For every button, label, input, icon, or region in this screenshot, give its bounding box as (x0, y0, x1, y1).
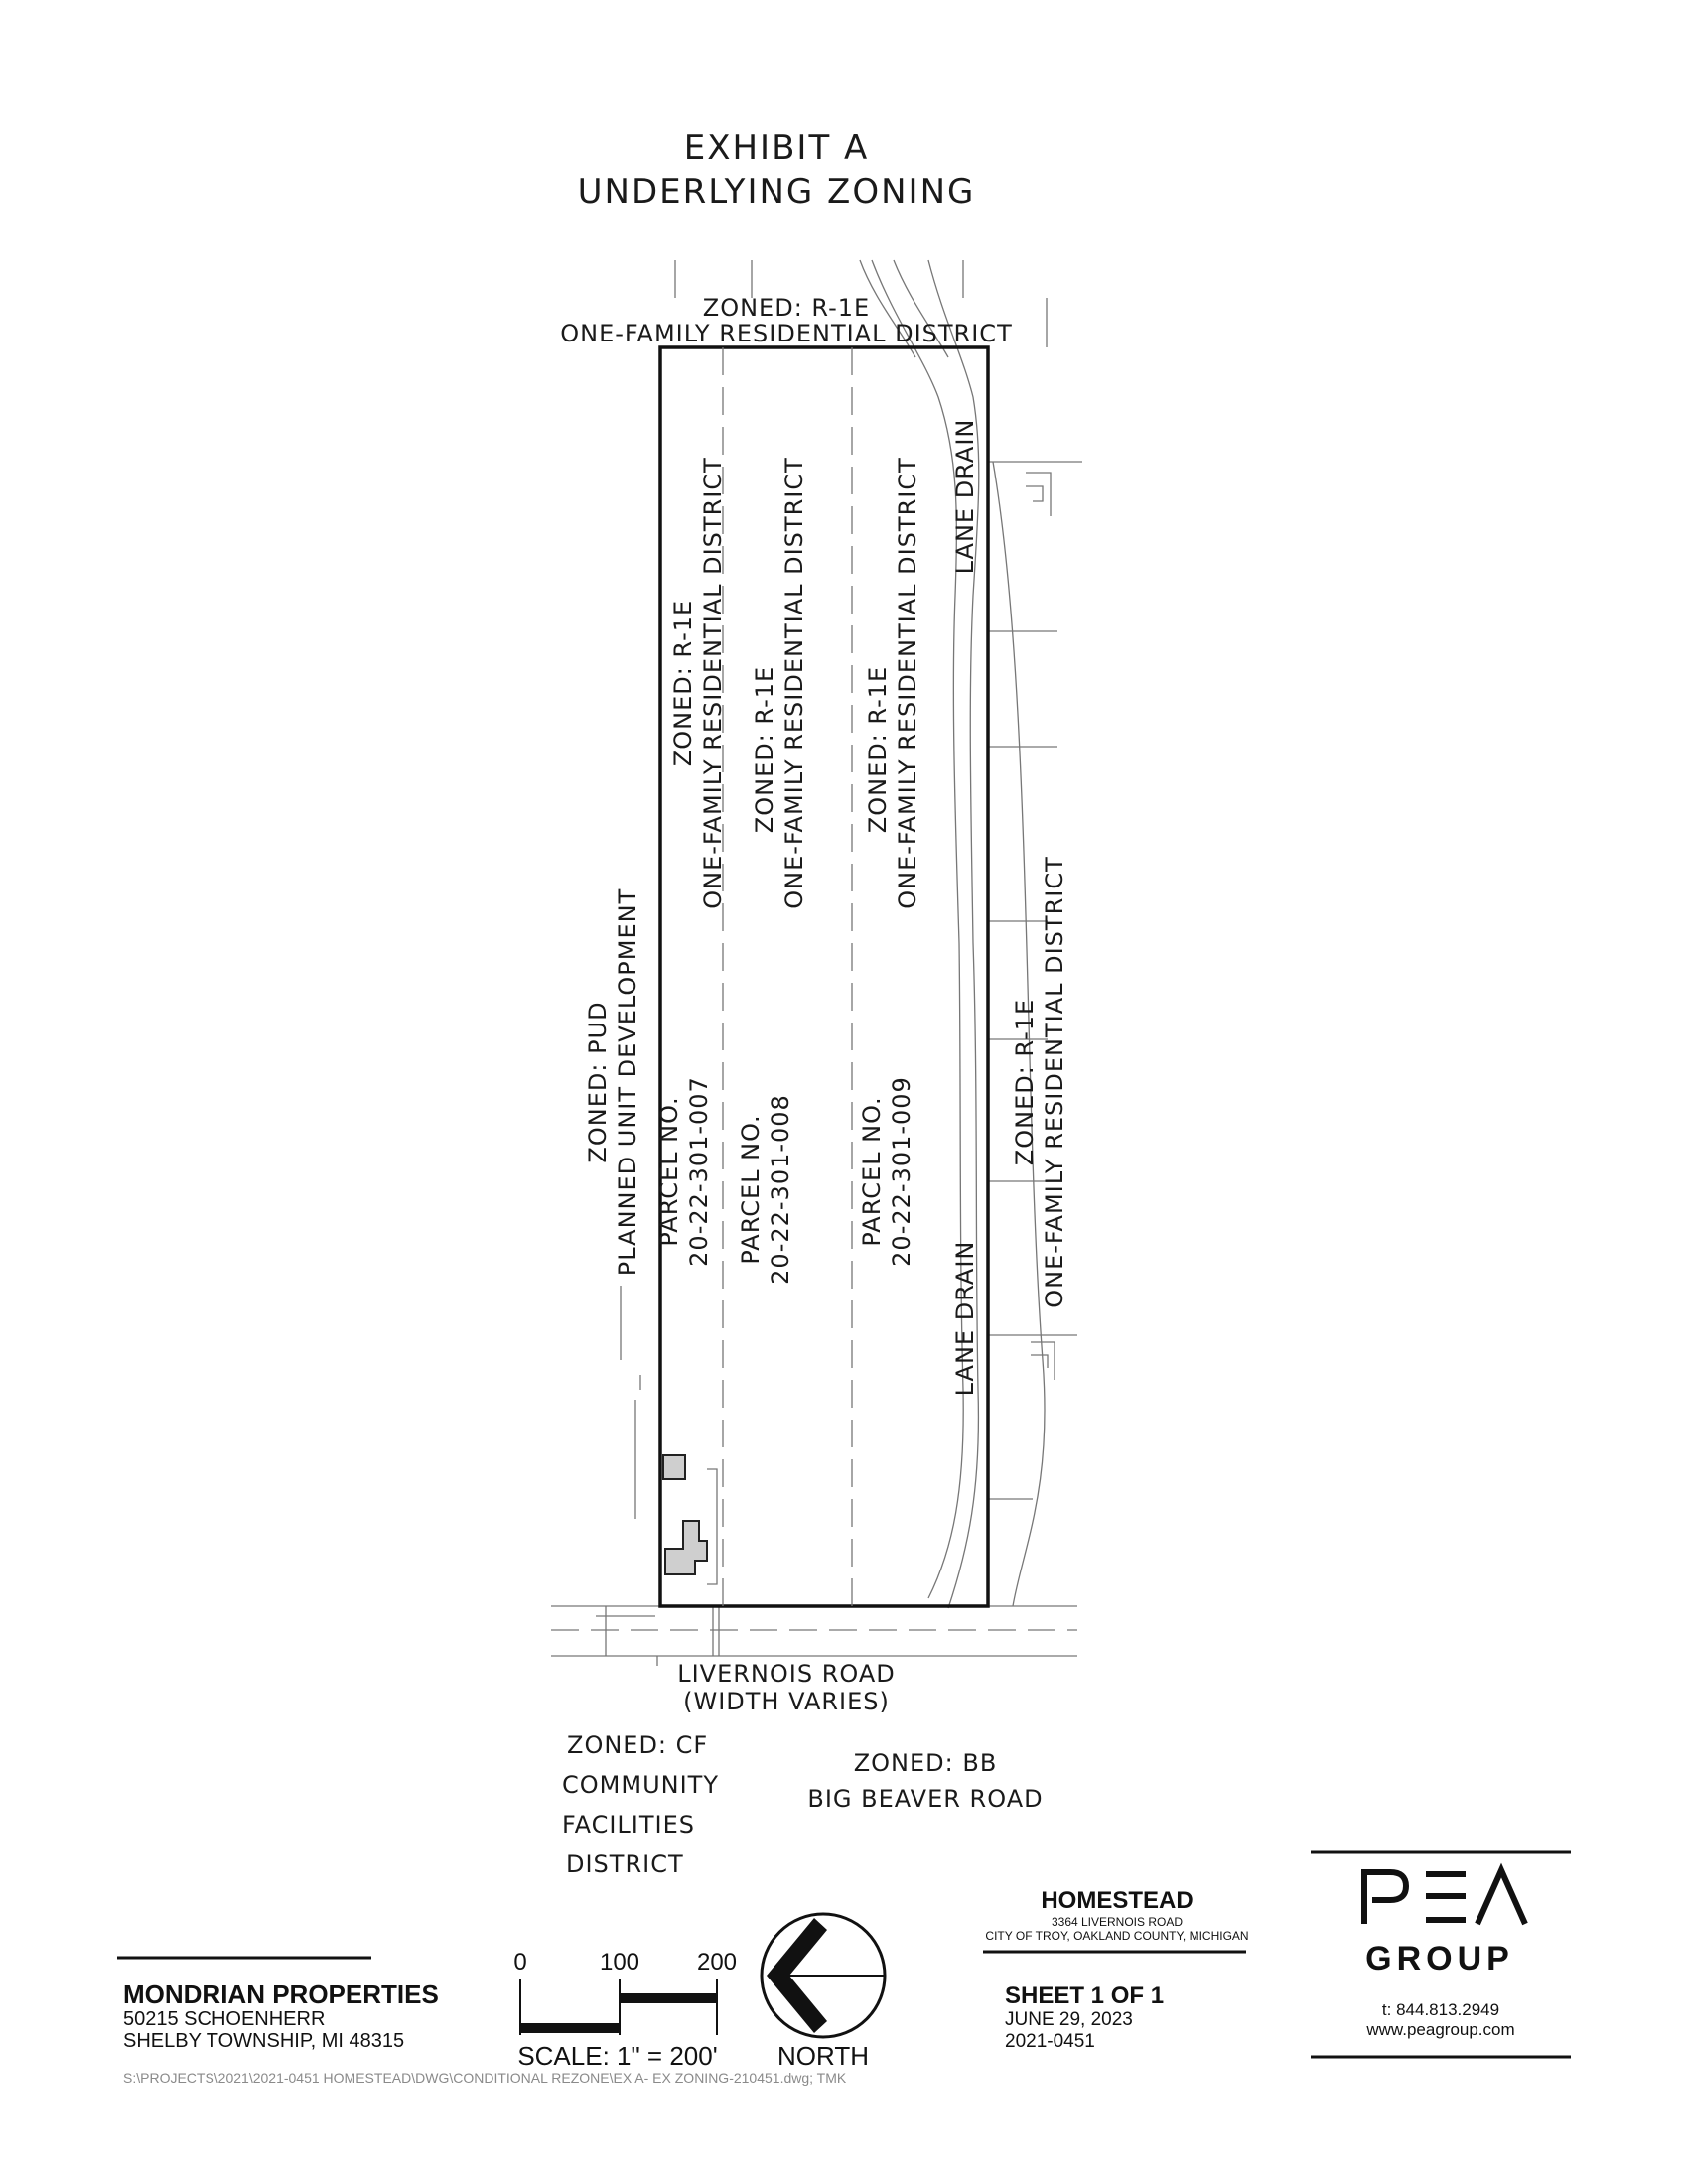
zone-cf-line4: DISTRICT (566, 1850, 684, 1878)
parcel-009-zone-line2: ONE-FAMILY RESIDENTIAL DISTRICT (894, 457, 921, 909)
parcel-008-zone-line1: ZONED: R-1E (751, 665, 778, 834)
firm-block (1311, 1852, 1571, 2057)
zone-label-west (584, 888, 641, 1276)
project-name: HOMESTEAD (1041, 1887, 1194, 1914)
zone-cf-line1: ZONED: CF (567, 1731, 709, 1759)
exhibit-title-line2: UNDERLYING ZONING (577, 172, 976, 211)
existing-buildings (663, 1455, 717, 1584)
firm-phone: t: 844.813.2949 (1381, 2000, 1500, 2019)
parcel-009-number: 20-22-301-009 (888, 1076, 915, 1267)
project-address: 3364 LIVERNOIS ROAD (1051, 1915, 1184, 1929)
parcel-007-label: PARCEL NO. (655, 1096, 683, 1247)
road-name: LIVERNOIS ROAD (677, 1660, 896, 1688)
project-sheet: SHEET 1 OF 1 (1005, 1982, 1165, 2009)
north-label: NORTH (777, 2041, 869, 2071)
zone-north-line2: ONE-FAMILY RESIDENTIAL DISTRICT (560, 320, 1013, 347)
zone-west-line1: ZONED: PUD (584, 1001, 612, 1163)
parcel-008-number: 20-22-301-008 (767, 1094, 794, 1285)
parcel-007-zone-line1: ZONED: R-1E (669, 599, 697, 767)
parcel-007 (655, 457, 727, 1267)
zone-north-line1: ZONED: R-1E (702, 294, 871, 322)
firm-logo-group: GROUP (1365, 1940, 1514, 1978)
client-address2: SHELBY TOWNSHIP, MI 48315 (123, 2030, 405, 2052)
building-garage (663, 1455, 685, 1479)
parcel-009-label: PARCEL NO. (858, 1096, 886, 1247)
parcel-007-number: 20-22-301-007 (685, 1076, 713, 1267)
file-path: S:\PROJECTS\2021\2021-0451 HOMESTEAD\DWG\CONDITIONAL REZONE\EX A- EX ZONING-210451.dwg; TMK (123, 2070, 847, 2086)
client-address1: 50215 SCHOENHERR (123, 2008, 326, 2030)
parcel-009-zone-line1: ZONED: R-1E (864, 665, 892, 834)
firm-logo (1364, 1870, 1525, 1924)
parcel-009 (858, 457, 921, 1267)
scale-segment-2 (620, 1993, 717, 2003)
zone-label-south-bb (807, 1749, 1043, 1813)
scale-bar (513, 1949, 737, 2071)
zone-bb-line1: ZONED: BB (853, 1749, 998, 1777)
zone-cf-line3: FACILITIES (562, 1811, 696, 1839)
zone-label-north (560, 294, 1012, 347)
road-width-note: (WIDTH VARIES) (683, 1688, 890, 1715)
road-label (677, 1660, 896, 1715)
parcel-008-zone-line2: ONE-FAMILY RESIDENTIAL DISTRICT (780, 457, 808, 909)
zone-bb-line2: BIG BEAVER ROAD (807, 1785, 1044, 1813)
north-arrow (762, 1914, 885, 2071)
project-date: JUNE 29, 2023 (1005, 2009, 1133, 2030)
zone-east-line1: ZONED: R-1E (1011, 998, 1039, 1166)
firm-website: www.peagroup.com (1366, 2020, 1515, 2039)
exhibit-title-line1: EXHIBIT A (683, 128, 870, 168)
scale-tick-200: 200 (696, 1949, 738, 1976)
zone-label-east (1011, 856, 1068, 1307)
parcel-007-zone-line2: ONE-FAMILY RESIDENTIAL DISTRICT (699, 457, 727, 909)
zone-east-line2: ONE-FAMILY RESIDENTIAL DISTRICT (1041, 856, 1068, 1308)
parcel-008-label: PARCEL NO. (737, 1114, 765, 1265)
exhibit-title (578, 128, 976, 211)
project-city: CITY OF TROY, OAKLAND COUNTY, MICHIGAN (985, 1929, 1249, 1943)
project-block (983, 1887, 1249, 2052)
scale-segment-1 (520, 2023, 620, 2033)
zone-west-line2: PLANNED UNIT DEVELOPMENT (614, 887, 641, 1277)
scale-label: SCALE: 1" = 200' (517, 2041, 718, 2071)
lane-drain-label-north: LANE DRAIN (951, 418, 979, 575)
parcel-008 (737, 457, 808, 1285)
firm-logo-text: PEA (1440, 1916, 1443, 1917)
zone-label-south-cf (562, 1731, 719, 1878)
client-block (117, 1958, 439, 2052)
zone-cf-line2: COMMUNITY (562, 1771, 719, 1799)
scale-tick-0: 0 (513, 1949, 527, 1976)
client-name: MONDRIAN PROPERTIES (123, 1979, 439, 2009)
project-job-number: 2021-0451 (1005, 2031, 1095, 2052)
lane-drain-label-south: LANE DRAIN (951, 1240, 979, 1397)
building-house (665, 1521, 707, 1574)
scale-tick-100: 100 (599, 1949, 640, 1976)
